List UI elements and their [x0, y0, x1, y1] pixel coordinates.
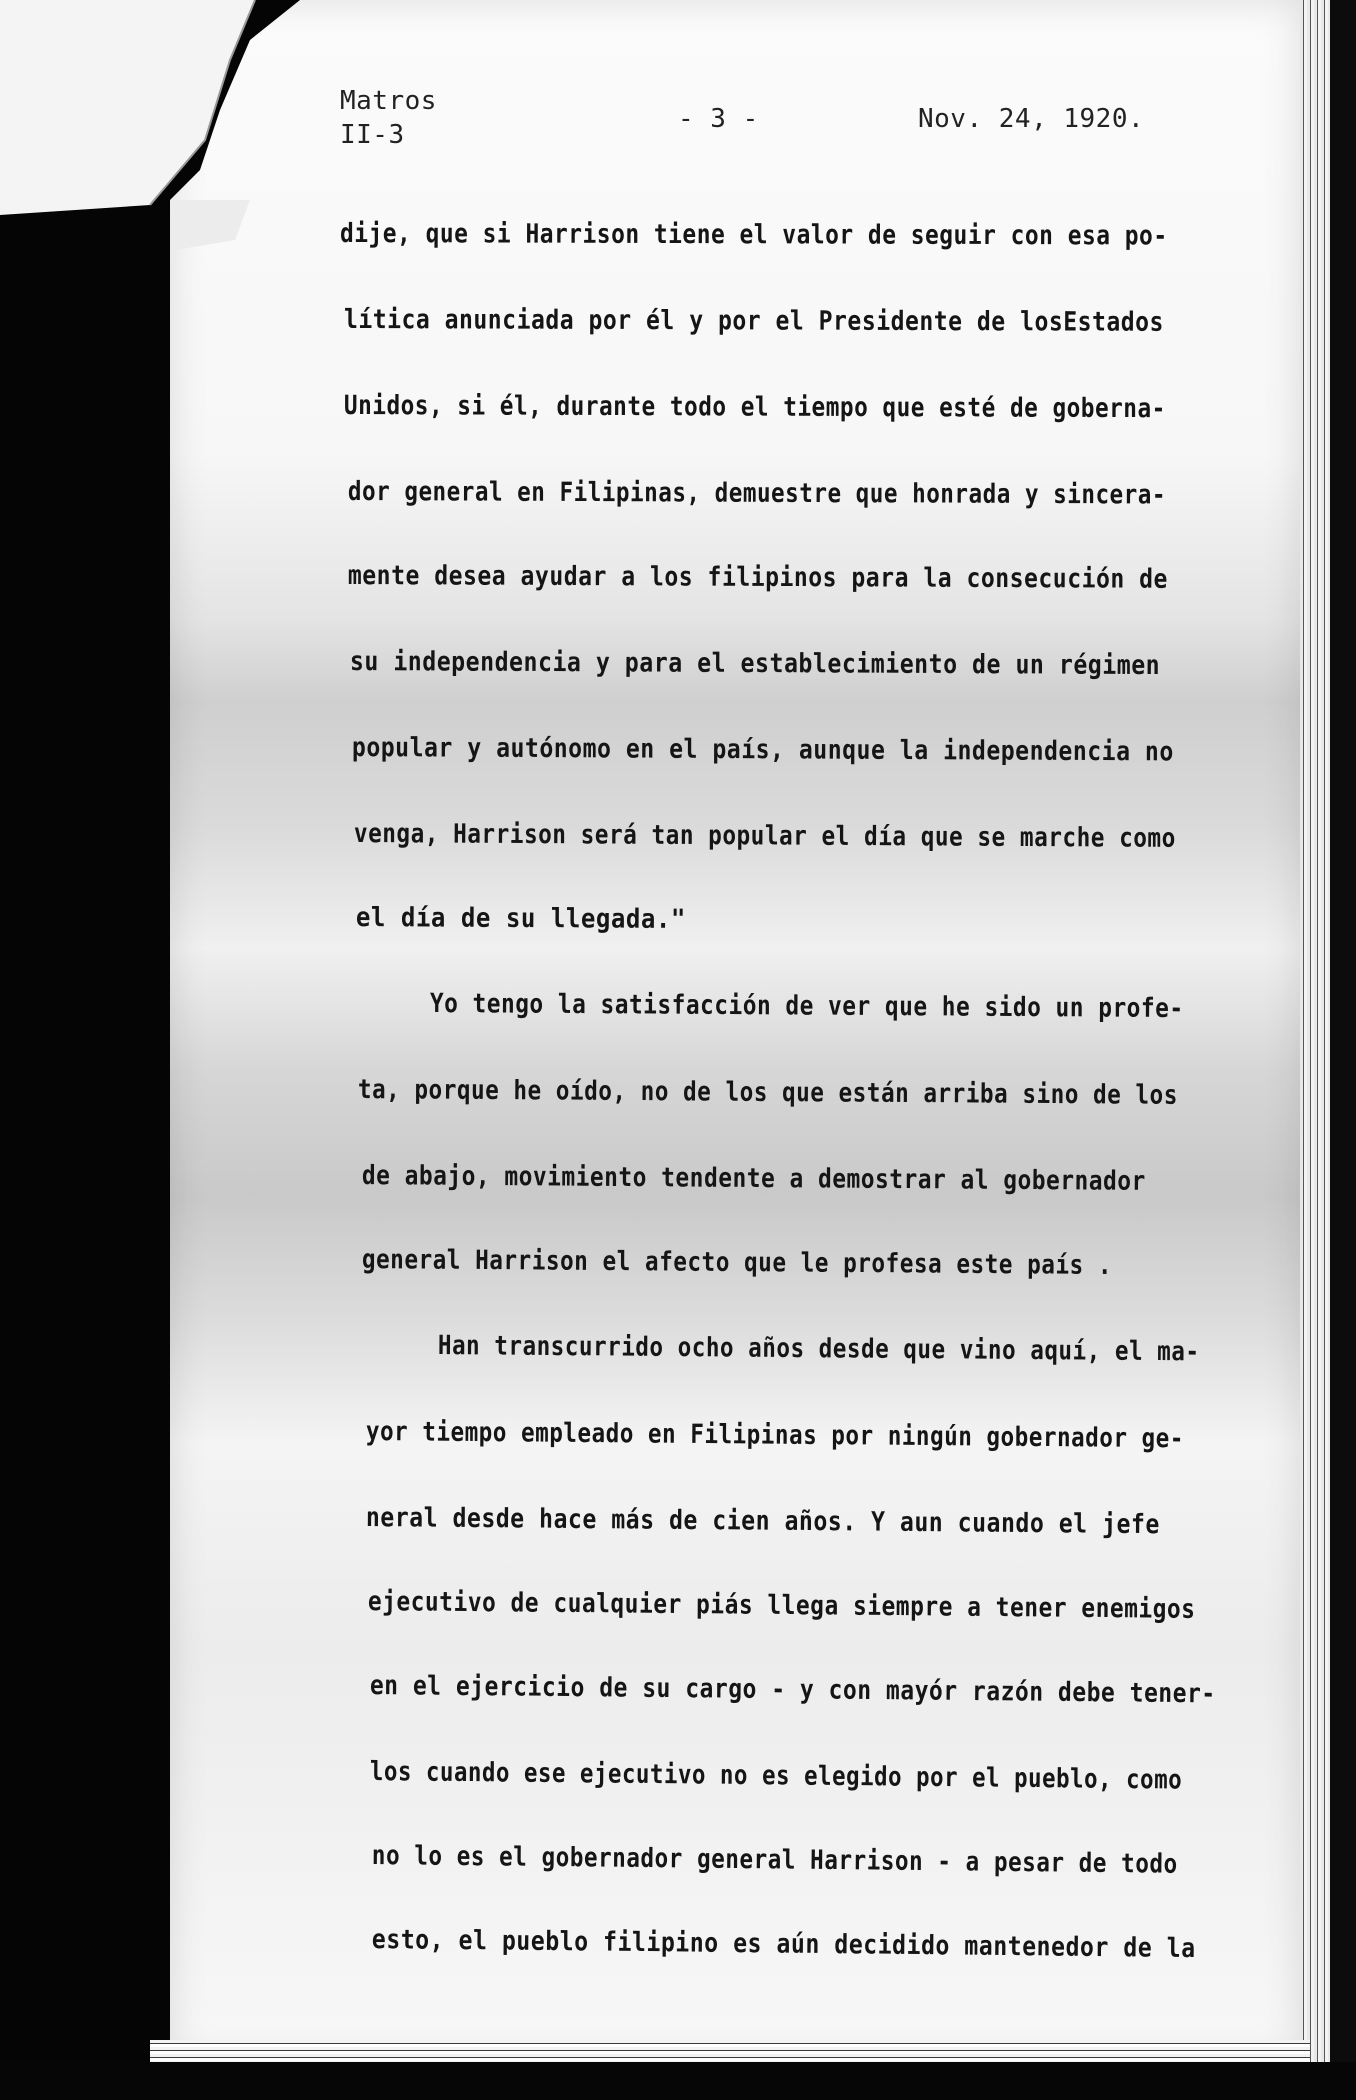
- text-line: en el ejercicio de su cargo - y con mayór razón debe tener-: [369, 1670, 1216, 1710]
- text-line: de abajo, movimiento tendente a demostrar al gobernador: [361, 1160, 1146, 1197]
- header-date: Nov. 24, 1920.: [918, 104, 1145, 134]
- text-line: Unidos, si él, durante todo el tiempo que esté de goberna-: [343, 390, 1166, 425]
- text-line: general Harrison el afecto que le profesa este país .: [361, 1244, 1113, 1281]
- text-line: yor tiempo empleado en Filipinas por ningún gobernador ge-: [365, 1416, 1185, 1455]
- text-line: el día de su llegada.": [355, 902, 686, 935]
- text-line: Han transcurrido ocho años desde que vino aquí, el ma-: [437, 1330, 1200, 1368]
- text-line: mente desea ayudar a los filipinos para la consecución de: [347, 560, 1168, 595]
- text-line: su independencia y para el establecimiento de un régimen: [349, 646, 1161, 682]
- header-name: Matros: [340, 86, 437, 116]
- text-line: lítica anunciada por él y por el Presidente de losEstados: [343, 304, 1164, 338]
- text-line: venga, Harrison será tan popular el día que se marche como: [353, 818, 1176, 854]
- text-line: neral desde hace más de cien años. Y aun cuando el jefe: [365, 1502, 1160, 1541]
- page-number: - 3 -: [678, 104, 759, 134]
- text-line: dije, que si Harrison tiene el valor de seguir con esa po-: [339, 218, 1168, 252]
- text-line: no lo es el gobernador general Harrison - a pesar de todo: [371, 1840, 1178, 1880]
- text-line: dor general en Filipinas, demuestre que honrada y sincera-: [347, 476, 1167, 511]
- text-line: los cuando ese ejecutivo no es elegido por el pueblo, como: [369, 1756, 1183, 1796]
- text-line: ejecutivo de cualquier piás llega siempre a tener enemigos: [367, 1586, 1196, 1625]
- text-line: ta, porque he oído, no de los que están arriba sino de los: [357, 1074, 1178, 1111]
- header-ref: II-3: [340, 120, 405, 150]
- text-line: Yo tengo la satisfacción de ver que he sido un profe-: [429, 988, 1184, 1025]
- text-line: popular y autónomo en el país, aunque la independencia no: [351, 732, 1174, 768]
- text-line: esto, el pueblo filipino es aún decidido mantenedor de la: [371, 1924, 1196, 1965]
